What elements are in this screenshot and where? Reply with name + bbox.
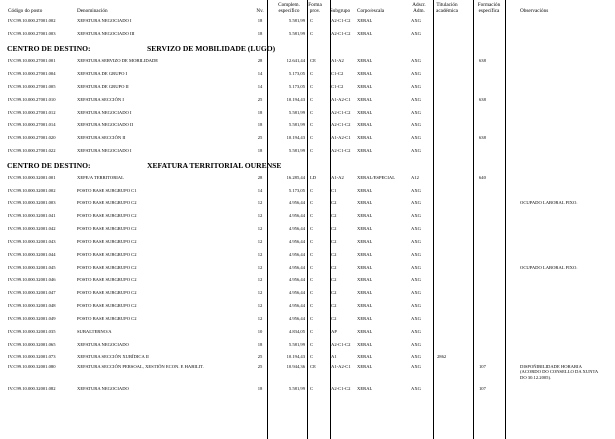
- cell-name: XEFATURA NEGOCIADO I: [77, 18, 132, 23]
- cell-adm: AXG: [411, 148, 421, 153]
- cell-body: XERAL: [357, 290, 373, 295]
- cell-form: C: [310, 239, 314, 244]
- cell-subgroup: C1-C2: [331, 71, 344, 76]
- cell-level: 18: [257, 110, 263, 115]
- cell-code: IV.C99.10.000.27001.012: [8, 110, 56, 115]
- cell-adm: AXG: [411, 342, 421, 347]
- cell-adm: AXG: [411, 316, 421, 321]
- cell-form: CE: [310, 364, 316, 369]
- cell-code: IV.C99.10.000.27001.002: [8, 18, 56, 23]
- cell-form: C: [310, 188, 314, 193]
- cell-amount: 10.194,43: [286, 135, 305, 140]
- cell-subgroup: A1-A2-C1: [331, 364, 351, 369]
- header-adscr-2: Adm.: [413, 8, 425, 14]
- cell-adm: AXG: [411, 386, 421, 391]
- cell-form: C: [310, 213, 314, 218]
- cell-subgroup: AP: [331, 329, 337, 334]
- cell-subgroup: A1-A2-C1: [331, 135, 351, 140]
- cell-level: 12: [257, 239, 263, 244]
- cell-level: 12: [257, 200, 263, 205]
- cell-name: XEFATURA NEGOCIADO II: [77, 122, 134, 127]
- cell-form: C: [310, 265, 314, 270]
- cell-subgroup: A1: [331, 354, 337, 359]
- cell-adm: AXG: [411, 226, 421, 231]
- cell-level: 14: [257, 188, 263, 193]
- cell-adm: AXG: [411, 18, 421, 23]
- table-row: [0, 200, 615, 208]
- cell-name: XEFATURA NEGOCIADO I: [77, 148, 132, 153]
- cell-body: XERAL: [357, 188, 373, 193]
- cell-amount: 4.956,44: [288, 290, 305, 295]
- cell-amount: 4.956,44: [288, 226, 305, 231]
- cell-level: 28: [257, 58, 263, 63]
- cell-level: 12: [257, 290, 263, 295]
- cell-name: XEFATURA SECCIÓN II: [77, 135, 126, 140]
- cell-adm: AXG: [411, 290, 421, 295]
- table-row: [0, 84, 615, 92]
- table-row: [0, 386, 615, 394]
- cell-amount: 5.581,99: [288, 342, 305, 347]
- cell-adm: AXG: [411, 354, 421, 359]
- cell-level: 18: [257, 148, 263, 153]
- cell-adm: AXG: [411, 71, 421, 76]
- cell-amount: 10.194,43: [286, 354, 305, 359]
- cell-code: IV.C99.10.000.32001.080: [8, 364, 56, 369]
- cell-remarks: OCUPADO LABORAL FIXO.: [520, 265, 578, 270]
- cell-name: POSTO BASE SUBGRUPO C2: [77, 239, 137, 244]
- cell-level: 12: [257, 277, 263, 282]
- header-degree-1: Titulación: [436, 2, 458, 8]
- cell-body: XERAL: [357, 148, 373, 153]
- header-remarks: Observacións: [520, 8, 549, 14]
- cell-adm: AXG: [411, 122, 421, 127]
- cell-amount: 5.581,99: [288, 31, 305, 36]
- cell-body: XERAL: [357, 386, 373, 391]
- cell-amount: 4.956,44: [288, 303, 305, 308]
- cell-body: XERAL: [357, 18, 373, 23]
- cell-body: XERAL: [357, 342, 373, 347]
- cell-level: 18: [257, 18, 263, 23]
- cell-form: C: [310, 110, 314, 115]
- cell-amount: 5.173,05: [288, 71, 305, 76]
- cell-adm: AXG: [411, 58, 421, 63]
- cell-level: 12: [257, 213, 263, 218]
- cell-level: 12: [257, 252, 263, 257]
- cell-amount: 4.956,44: [288, 200, 305, 205]
- table-row: [0, 290, 615, 298]
- cell-name: POSTO BASE SUBGRUPO C2: [77, 252, 137, 257]
- cell-form: C: [310, 277, 314, 282]
- cell-training: 638: [479, 97, 486, 102]
- cell-name: SUBALTERNO/A: [77, 329, 112, 334]
- table-row: [0, 303, 615, 311]
- cell-adm: AXG: [411, 364, 421, 369]
- table-row: [0, 364, 615, 382]
- cell-subgroup: A2-C1-C2: [331, 18, 351, 23]
- header-form-2: prov.: [309, 8, 321, 14]
- header-complement-2: específico: [278, 8, 300, 14]
- cell-adm: AXG: [411, 84, 421, 89]
- table-row: [0, 226, 615, 234]
- cell-form: C: [310, 71, 314, 76]
- cell-body: XERAL: [357, 58, 373, 63]
- cell-form: C: [310, 354, 314, 359]
- cell-amount: 4.956,44: [288, 277, 305, 282]
- header-complement-1: Complem.: [278, 2, 300, 8]
- cell-name: XEFATURA SECCIÓN PERSOAL, XESTIÓN ECON. E HABILIT.: [77, 364, 204, 369]
- cell-name: XEFATURA NEGOCIADO I: [77, 110, 132, 115]
- cell-code: IV.C99.10.000.32001.035: [8, 329, 56, 334]
- cell-subgroup: A2-C1-C2: [331, 31, 351, 36]
- cell-adm: AXG: [411, 135, 421, 140]
- cell-level: 25: [257, 97, 263, 102]
- cell-form: C: [310, 316, 314, 321]
- cell-level: 12: [257, 265, 263, 270]
- table-row: [0, 97, 615, 105]
- cell-body: XERAL: [357, 110, 373, 115]
- table-row: [0, 354, 615, 362]
- table-row: [0, 148, 615, 156]
- cell-amount: 5.581,99: [288, 18, 305, 23]
- cell-subgroup: A2-C1-C2: [331, 110, 351, 115]
- cell-subgroup: C2: [331, 252, 337, 257]
- header-training-2: específica: [478, 8, 500, 14]
- cell-body: XERAL: [357, 329, 373, 334]
- cell-amount: 5.173,05: [288, 84, 305, 89]
- cell-code: IV.C99.10.000.32001.048: [8, 303, 56, 308]
- cell-body: XERAL/ESPECIAL: [357, 175, 396, 180]
- cell-name: XEFATURA SECCIÓN I: [77, 97, 124, 102]
- cell-code: IV.C99.10.000.32001.043: [8, 239, 56, 244]
- table-row: [0, 342, 615, 350]
- cell-amount: 16.285,44: [286, 175, 305, 180]
- cell-name: POSTO BASE SUBGRUPO C2: [77, 213, 137, 218]
- cell-amount: 4.834,05: [288, 329, 305, 334]
- cell-body: XERAL: [357, 213, 373, 218]
- cell-form: CE: [310, 58, 316, 63]
- cell-name: XEFATURA NEGOCIADO: [77, 386, 129, 391]
- cell-code: IV.C99.10.000.32001.045: [8, 265, 56, 270]
- table-row: [0, 329, 615, 337]
- cell-subgroup: C2: [331, 303, 337, 308]
- cell-code: IV.C99.10.000.27001.014: [8, 122, 56, 127]
- cell-form: C: [310, 226, 314, 231]
- cell-code: IV.C99.10.000.32001.003: [8, 200, 56, 205]
- cell-code: IV.C99.10.000.32001.047: [8, 290, 56, 295]
- cell-level: 25: [257, 354, 263, 359]
- cell-form: C: [310, 148, 314, 153]
- cell-form: C: [310, 329, 314, 334]
- cell-level: 12: [257, 316, 263, 321]
- table-row: [0, 110, 615, 118]
- cell-body: XERAL: [357, 135, 373, 140]
- cell-name: XEFATURA SECCIÓN XURÍDICA II: [77, 354, 149, 359]
- cell-body: XERAL: [357, 354, 373, 359]
- cell-degree: 2862: [437, 354, 447, 359]
- cell-body: XERAL: [357, 31, 373, 36]
- cell-level: 18: [257, 31, 263, 36]
- cell-body: XERAL: [357, 265, 373, 270]
- cell-subgroup: A1-A2-C1: [331, 97, 351, 102]
- cell-training: 107: [479, 386, 486, 391]
- section-heading: [7, 161, 281, 170]
- cell-form: C: [310, 31, 314, 36]
- section-label: CENTRO DE DESTINO:: [7, 161, 91, 170]
- cell-level: 28: [257, 175, 263, 180]
- cell-name: POSTO BASE SUBGRUPO C2: [77, 290, 137, 295]
- cell-code: IV.C99.10.000.32001.046: [8, 277, 56, 282]
- cell-code: IV.C99.10.000.32001.041: [8, 213, 56, 218]
- cell-level: 12: [257, 303, 263, 308]
- cell-code: IV.C99.10.000.27001.005: [8, 84, 56, 89]
- cell-name: XEFATURA DE GRUPO I: [77, 71, 128, 76]
- cell-level: 14: [257, 84, 263, 89]
- cell-body: XERAL: [357, 364, 373, 369]
- cell-amount: 5.581,99: [288, 110, 305, 115]
- cell-amount: 4.956,44: [288, 213, 305, 218]
- cell-code: IV.C99.10.000.32001.044: [8, 252, 56, 257]
- cell-amount: 5.581,99: [288, 122, 305, 127]
- cell-adm: A12: [411, 175, 419, 180]
- cell-body: XERAL: [357, 277, 373, 282]
- cell-code: IV.C99.10.000.32001.042: [8, 226, 56, 231]
- table-row: [0, 175, 615, 183]
- cell-code: IV.C99.10.000.27001.001: [8, 58, 56, 63]
- cell-form: C: [310, 342, 314, 347]
- cell-amount: 4.956,44: [288, 252, 305, 257]
- cell-name: XEFATURA DE GRUPO II: [77, 84, 129, 89]
- header-name: Denominación: [77, 8, 108, 14]
- cell-form: C: [310, 386, 314, 391]
- cell-amount: 4.956,44: [288, 239, 305, 244]
- cell-subgroup: C1-C2: [331, 84, 344, 89]
- cell-code: IV.C99.10.000.27001.010: [8, 97, 56, 102]
- section-heading: [7, 44, 275, 53]
- table-row: [0, 135, 615, 143]
- cell-subgroup: C2: [331, 213, 337, 218]
- cell-body: XERAL: [357, 84, 373, 89]
- cell-code: IV.C99.10.000.32001.049: [8, 316, 56, 321]
- cell-adm: AXG: [411, 31, 421, 36]
- table-row: [0, 277, 615, 285]
- cell-adm: AXG: [411, 265, 421, 270]
- cell-form: C: [310, 84, 314, 89]
- cell-amount: 4.956,44: [288, 316, 305, 321]
- table-row: [0, 18, 615, 26]
- cell-code: IV.C99.10.000.32001.002: [8, 188, 56, 193]
- cell-remarks: OCUPADO LABORAL FIXO.: [520, 200, 578, 205]
- cell-level: 18: [257, 342, 263, 347]
- cell-form: C: [310, 122, 314, 127]
- cell-level: 18: [257, 386, 263, 391]
- table-row: [0, 58, 615, 66]
- cell-form: C: [310, 200, 314, 205]
- cell-body: XERAL: [357, 239, 373, 244]
- cell-name: POSTO BASE SUBGRUPO C1: [77, 188, 137, 193]
- cell-level: 25: [257, 364, 263, 369]
- cell-amount: 12.641,44: [286, 58, 305, 63]
- cell-subgroup: A2-C1-C2: [331, 386, 351, 391]
- table-row: [0, 188, 615, 196]
- cell-subgroup: A2-C1-C2: [331, 122, 351, 127]
- cell-form: C: [310, 290, 314, 295]
- cell-subgroup: C2: [331, 265, 337, 270]
- header-adscr-1: Adscr.: [412, 2, 426, 8]
- cell-amount: 5.581,99: [288, 386, 305, 391]
- cell-subgroup: C2: [331, 277, 337, 282]
- cell-subgroup: C2: [331, 290, 337, 295]
- table-row: [0, 316, 615, 324]
- table-row: [0, 122, 615, 130]
- header-level: Nv.: [256, 8, 264, 14]
- cell-subgroup: A2-C1-C2: [331, 148, 351, 153]
- cell-adm: AXG: [411, 188, 421, 193]
- cell-code: IV.C99.10.000.27001.020: [8, 135, 56, 140]
- cell-body: XERAL: [357, 316, 373, 321]
- cell-level: 14: [257, 71, 263, 76]
- cell-training: 640: [479, 175, 486, 180]
- cell-level: 18: [257, 122, 263, 127]
- cell-amount: 5.581,99: [288, 148, 305, 153]
- cell-amount: 10.194,43: [286, 97, 305, 102]
- cell-code: IV.C99.10.000.32001.001: [8, 175, 56, 180]
- cell-form: C: [310, 135, 314, 140]
- cell-body: XERAL: [357, 200, 373, 205]
- cell-subgroup: C2: [331, 239, 337, 244]
- cell-name: POSTO BASE SUBGRUPO C2: [77, 303, 137, 308]
- cell-form: C: [310, 303, 314, 308]
- cell-code: IV.C99.10.000.32001.073: [8, 354, 56, 359]
- cell-body: XERAL: [357, 122, 373, 127]
- cell-amount: 10.944,36: [286, 364, 305, 369]
- cell-name: XEFATURA NEGOCIADO III: [77, 31, 135, 36]
- cell-body: XERAL: [357, 71, 373, 76]
- cell-remarks: DISPOÑIBILIDADE HORARIA (ACORDO DO CONSELLO DA XUNTA DO 30.12.2005).: [520, 364, 598, 380]
- cell-name: POSTO BASE SUBGRUPO C2: [77, 316, 137, 321]
- cell-amount: 4.956,44: [288, 265, 305, 270]
- section-name: SERVIZO DE MOBILIDADE (LUGO): [147, 44, 276, 53]
- header-subgroup: Subgrupo: [329, 8, 351, 14]
- cell-body: XERAL: [357, 97, 373, 102]
- cell-adm: AXG: [411, 239, 421, 244]
- cell-name: XEFE/A TERRITORIAL: [77, 175, 124, 180]
- cell-adm: AXG: [411, 329, 421, 334]
- cell-form: C: [310, 18, 314, 23]
- cell-adm: AXG: [411, 97, 421, 102]
- cell-body: XERAL: [357, 226, 373, 231]
- cell-form: C: [310, 97, 314, 102]
- header-training-1: Formación: [477, 2, 501, 8]
- table-row: [0, 252, 615, 260]
- table-row: [0, 213, 615, 221]
- table-row: [0, 31, 615, 39]
- cell-subgroup: C1: [331, 188, 337, 193]
- cell-form: LD: [310, 175, 317, 180]
- cell-level: 25: [257, 135, 263, 140]
- cell-training: 638: [479, 135, 486, 140]
- header-code: Código do posto: [8, 8, 43, 14]
- header-form-1: Forma: [308, 2, 322, 8]
- table-row: [0, 239, 615, 247]
- section-label: CENTRO DE DESTINO:: [7, 44, 91, 53]
- cell-body: XERAL: [357, 303, 373, 308]
- cell-subgroup: C2: [331, 316, 337, 321]
- cell-subgroup: C2: [331, 200, 337, 205]
- header-body: Corpo/escala: [357, 8, 385, 14]
- cell-level: 12: [257, 226, 263, 231]
- cell-name: POSTO BASE SUBGRUPO C2: [77, 277, 137, 282]
- cell-body: XERAL: [357, 252, 373, 257]
- cell-level: 10: [257, 329, 263, 334]
- cell-form: C: [310, 252, 314, 257]
- cell-adm: AXG: [411, 252, 421, 257]
- cell-code: IV.C99.10.000.27001.003: [8, 31, 56, 36]
- table-row: [0, 71, 615, 79]
- cell-subgroup: C2: [331, 226, 337, 231]
- cell-amount: 5.173,05: [288, 188, 305, 193]
- cell-adm: AXG: [411, 110, 421, 115]
- cell-code: IV.C99.10.000.27001.022: [8, 148, 56, 153]
- cell-name: POSTO BASE SUBGRUPO C2: [77, 200, 137, 205]
- cell-subgroup: A2-C1-C2: [331, 342, 351, 347]
- cell-adm: AXG: [411, 200, 421, 205]
- cell-training: 638: [479, 58, 486, 63]
- cell-code: IV.C99.10.000.32001.065: [8, 342, 56, 347]
- cell-code: IV.C99.10.000.27001.004: [8, 71, 56, 76]
- cell-adm: AXG: [411, 303, 421, 308]
- cell-name: XEFATURA NEGOCIADO: [77, 342, 129, 347]
- cell-adm: AXG: [411, 277, 421, 282]
- cell-code: IV.C99.10.000.32001.082: [8, 386, 56, 391]
- header-degree-2: académica: [436, 8, 458, 14]
- cell-adm: AXG: [411, 213, 421, 218]
- table-row: [0, 265, 615, 273]
- cell-name: POSTO BASE SUBGRUPO C2: [77, 265, 137, 270]
- cell-subgroup: A1-A2: [331, 175, 344, 180]
- cell-name: POSTO BASE SUBGRUPO C2: [77, 226, 137, 231]
- cell-subgroup: A1-A2: [331, 58, 344, 63]
- cell-training: 107: [479, 364, 486, 369]
- section-name: XEFATURA TERRITORIAL OURENSE: [147, 161, 282, 170]
- cell-name: XEFATURA SERVIZO DE MOBILIDADE: [77, 58, 159, 63]
